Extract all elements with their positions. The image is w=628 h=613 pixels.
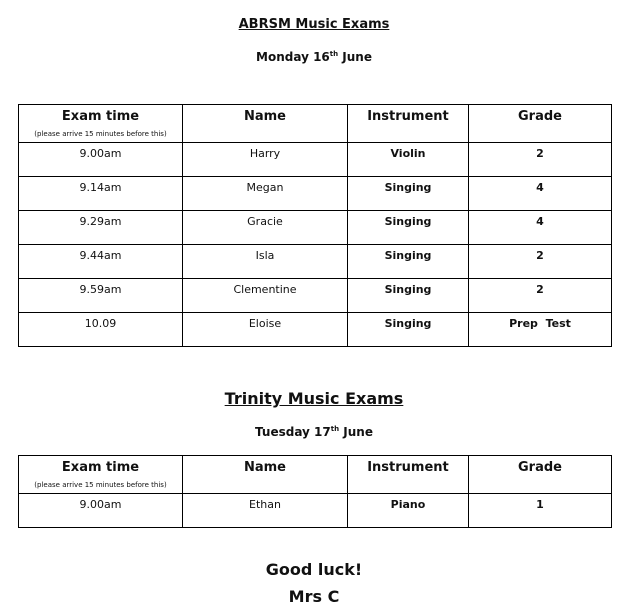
header-instrument: Instrument bbox=[348, 456, 469, 494]
header-grade: Grade bbox=[469, 105, 612, 143]
cell-time: 9.00am bbox=[19, 143, 183, 177]
table-row bbox=[19, 211, 612, 245]
cell-name: Megan bbox=[183, 177, 348, 211]
arrival-note: (please arrive 15 minutes before this) bbox=[34, 481, 167, 489]
trinity-title bbox=[0, 389, 628, 408]
header-exam-time bbox=[19, 105, 183, 143]
header-exam-time-label: Exam time bbox=[61, 460, 140, 475]
table-row bbox=[19, 313, 612, 347]
table-row bbox=[19, 494, 612, 528]
cell-instrument: Piano bbox=[348, 494, 469, 528]
cell-name: Gracie bbox=[183, 211, 348, 245]
good-luck-message: Good luck! bbox=[265, 560, 363, 579]
arrival-note: (please arrive 15 minutes before this) bbox=[34, 130, 167, 138]
cell-name: Ethan bbox=[183, 494, 348, 528]
cell-name: Isla bbox=[183, 245, 348, 279]
cell-time: 9.29am bbox=[19, 211, 183, 245]
cell-instrument: Singing bbox=[348, 313, 469, 347]
cell-grade: 2 bbox=[469, 245, 612, 279]
trinity-date bbox=[0, 425, 628, 439]
trinity-date-month: June bbox=[339, 425, 373, 439]
cell-grade: 1 bbox=[469, 494, 612, 528]
cell-time: 9.44am bbox=[19, 245, 183, 279]
abrsm-title bbox=[0, 17, 628, 32]
table-header-row bbox=[19, 456, 612, 494]
header-name: Name bbox=[183, 105, 348, 143]
header-exam-time bbox=[19, 456, 183, 494]
trinity-date-suffix: th bbox=[330, 425, 340, 433]
cell-instrument: Singing bbox=[348, 279, 469, 313]
cell-name: Harry bbox=[183, 143, 348, 177]
cell-name: Clementine bbox=[183, 279, 348, 313]
cell-grade: 4 bbox=[469, 211, 612, 245]
abrsm-title-text: ABRSM Music Exams bbox=[238, 17, 390, 32]
cell-instrument: Singing bbox=[348, 211, 469, 245]
table-header-row bbox=[19, 105, 612, 143]
cell-grade: 2 bbox=[469, 279, 612, 313]
table-row bbox=[19, 177, 612, 211]
header-grade: Grade bbox=[469, 456, 612, 494]
cell-instrument: Singing bbox=[348, 245, 469, 279]
abrsm-date bbox=[0, 50, 628, 64]
header-name: Name bbox=[183, 456, 348, 494]
trinity-exam-table bbox=[18, 455, 612, 528]
trinity-date-day: Tuesday 17 bbox=[255, 425, 331, 439]
trinity-title-text: Trinity Music Exams bbox=[224, 389, 404, 408]
cell-time: 9.59am bbox=[19, 279, 183, 313]
cell-grade: Prep Test bbox=[469, 313, 612, 347]
cell-grade: 4 bbox=[469, 177, 612, 211]
table-row bbox=[19, 279, 612, 313]
header-exam-time-label: Exam time bbox=[61, 109, 140, 124]
signature: Mrs C bbox=[288, 587, 340, 606]
abrsm-date-month: June bbox=[338, 50, 372, 64]
table-row bbox=[19, 245, 612, 279]
table-row bbox=[19, 143, 612, 177]
abrsm-date-day: Monday 16 bbox=[256, 50, 330, 64]
header-instrument: Instrument bbox=[348, 105, 469, 143]
cell-instrument: Singing bbox=[348, 177, 469, 211]
abrsm-date-suffix: th bbox=[329, 50, 339, 58]
cell-time: 9.14am bbox=[19, 177, 183, 211]
abrsm-exam-table bbox=[18, 104, 612, 347]
cell-instrument: Violin bbox=[348, 143, 469, 177]
cell-time: 10.09 bbox=[19, 313, 183, 347]
cell-time: 9.00am bbox=[19, 494, 183, 528]
cell-grade: 2 bbox=[469, 143, 612, 177]
cell-name: Eloise bbox=[183, 313, 348, 347]
